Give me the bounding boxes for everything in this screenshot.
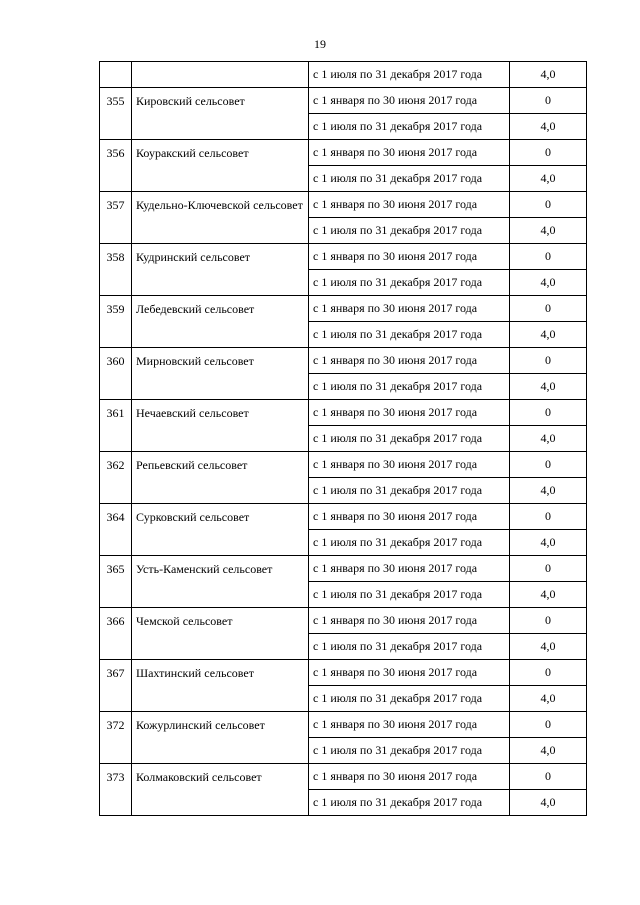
period-cell: с 1 января по 30 июня 2017 года (309, 712, 510, 738)
table-row (100, 244, 587, 270)
rate-cell: 4,0 (510, 530, 587, 556)
period-cell: с 1 января по 30 июня 2017 года (309, 400, 510, 426)
period-cell: с 1 января по 30 июня 2017 года (309, 244, 510, 270)
rate-cell: 4,0 (510, 582, 587, 608)
row-number: 365 (100, 556, 132, 608)
row-number: 357 (100, 192, 132, 244)
rate-cell: 0 (510, 348, 587, 374)
municipality-name: Сурковский сельсовет (132, 504, 309, 556)
table-row (100, 452, 587, 478)
rate-cell: 0 (510, 192, 587, 218)
table-row (100, 660, 587, 686)
table-row (100, 556, 587, 582)
rate-cell: 0 (510, 608, 587, 634)
table-row (100, 504, 587, 530)
period-cell: с 1 января по 30 июня 2017 года (309, 764, 510, 790)
municipality-name: Лебедевский сельсовет (132, 296, 309, 348)
municipality-name: Кожурлинский сельсовет (132, 712, 309, 764)
rate-cell: 0 (510, 764, 587, 790)
row-number: 372 (100, 712, 132, 764)
rate-cell: 4,0 (510, 62, 587, 88)
table-row (100, 712, 587, 738)
rate-cell: 0 (510, 504, 587, 530)
period-cell: с 1 июля по 31 декабря 2017 года (309, 322, 510, 348)
rate-cell: 0 (510, 244, 587, 270)
table-row (100, 88, 587, 114)
table-row (100, 296, 587, 322)
period-cell: с 1 июля по 31 декабря 2017 года (309, 634, 510, 660)
period-cell: с 1 января по 30 июня 2017 года (309, 504, 510, 530)
rate-cell: 4,0 (510, 686, 587, 712)
rates-table (99, 61, 587, 816)
municipality-name: Мирновский сельсовет (132, 348, 309, 400)
period-cell: с 1 января по 30 июня 2017 года (309, 140, 510, 166)
row-number: 356 (100, 140, 132, 192)
row-number: 358 (100, 244, 132, 296)
row-number: 361 (100, 400, 132, 452)
rate-cell: 4,0 (510, 270, 587, 296)
page-number: 19 (314, 37, 326, 51)
period-cell: с 1 января по 30 июня 2017 года (309, 296, 510, 322)
period-cell: с 1 января по 30 июня 2017 года (309, 88, 510, 114)
row-number: 373 (100, 764, 132, 816)
rate-cell: 0 (510, 88, 587, 114)
table-row (100, 192, 587, 218)
period-cell: с 1 июля по 31 декабря 2017 года (309, 738, 510, 764)
period-cell: с 1 января по 30 июня 2017 года (309, 660, 510, 686)
rate-cell: 4,0 (510, 374, 587, 400)
period-cell: с 1 июля по 31 декабря 2017 года (309, 62, 510, 88)
period-cell: с 1 января по 30 июня 2017 года (309, 192, 510, 218)
municipality-name: Кировский сельсовет (132, 88, 309, 140)
municipality-name: Коуракский сельсовет (132, 140, 309, 192)
rate-cell: 4,0 (510, 738, 587, 764)
municipality-name: Репьевский сельсовет (132, 452, 309, 504)
period-cell: с 1 июля по 31 декабря 2017 года (309, 686, 510, 712)
row-number: 367 (100, 660, 132, 712)
rate-cell: 0 (510, 556, 587, 582)
row-number: 360 (100, 348, 132, 400)
rate-cell: 4,0 (510, 426, 587, 452)
period-cell: с 1 июля по 31 декабря 2017 года (309, 790, 510, 816)
period-cell: с 1 июля по 31 декабря 2017 года (309, 218, 510, 244)
period-cell: с 1 января по 30 июня 2017 года (309, 556, 510, 582)
period-cell: с 1 января по 30 июня 2017 года (309, 452, 510, 478)
table-row (100, 608, 587, 634)
rate-cell: 4,0 (510, 478, 587, 504)
table-row (100, 400, 587, 426)
row-number: 355 (100, 88, 132, 140)
period-cell: с 1 июля по 31 декабря 2017 года (309, 530, 510, 556)
period-cell: с 1 июля по 31 декабря 2017 года (309, 166, 510, 192)
row-number: 362 (100, 452, 132, 504)
rate-cell: 0 (510, 660, 587, 686)
rate-cell: 4,0 (510, 322, 587, 348)
rate-cell: 0 (510, 452, 587, 478)
rate-cell: 4,0 (510, 166, 587, 192)
period-cell: с 1 июля по 31 декабря 2017 года (309, 478, 510, 504)
row-number: 366 (100, 608, 132, 660)
municipality-name: Шахтинский сельсовет (132, 660, 309, 712)
municipality-name: Нечаевский сельсовет (132, 400, 309, 452)
row-number: 364 (100, 504, 132, 556)
table-row (100, 764, 587, 790)
table-row (100, 348, 587, 374)
municipality-name: Усть-Каменский сельсовет (132, 556, 309, 608)
rate-cell: 0 (510, 712, 587, 738)
table-row (100, 140, 587, 166)
continuation-name-cell (132, 62, 309, 88)
period-cell: с 1 июля по 31 декабря 2017 года (309, 374, 510, 400)
period-cell: с 1 июля по 31 декабря 2017 года (309, 114, 510, 140)
rate-cell: 4,0 (510, 114, 587, 140)
municipality-name: Кудринский сельсовет (132, 244, 309, 296)
rate-cell: 4,0 (510, 218, 587, 244)
period-cell: с 1 июля по 31 декабря 2017 года (309, 426, 510, 452)
rate-cell: 4,0 (510, 790, 587, 816)
continuation-num-cell (100, 62, 132, 88)
row-number: 359 (100, 296, 132, 348)
municipality-name: Колмаковский сельсовет (132, 764, 309, 816)
period-cell: с 1 января по 30 июня 2017 года (309, 348, 510, 374)
rates-table-body (100, 62, 587, 816)
municipality-name: Чемской сельсовет (132, 608, 309, 660)
period-cell: с 1 января по 30 июня 2017 года (309, 608, 510, 634)
rate-cell: 4,0 (510, 634, 587, 660)
municipality-name: Кудельно-Ключевской сельсовет (132, 192, 309, 244)
rate-cell: 0 (510, 140, 587, 166)
rate-cell: 0 (510, 400, 587, 426)
period-cell: с 1 июля по 31 декабря 2017 года (309, 270, 510, 296)
rate-cell: 0 (510, 296, 587, 322)
period-cell: с 1 июля по 31 декабря 2017 года (309, 582, 510, 608)
continuation-row (100, 62, 587, 88)
